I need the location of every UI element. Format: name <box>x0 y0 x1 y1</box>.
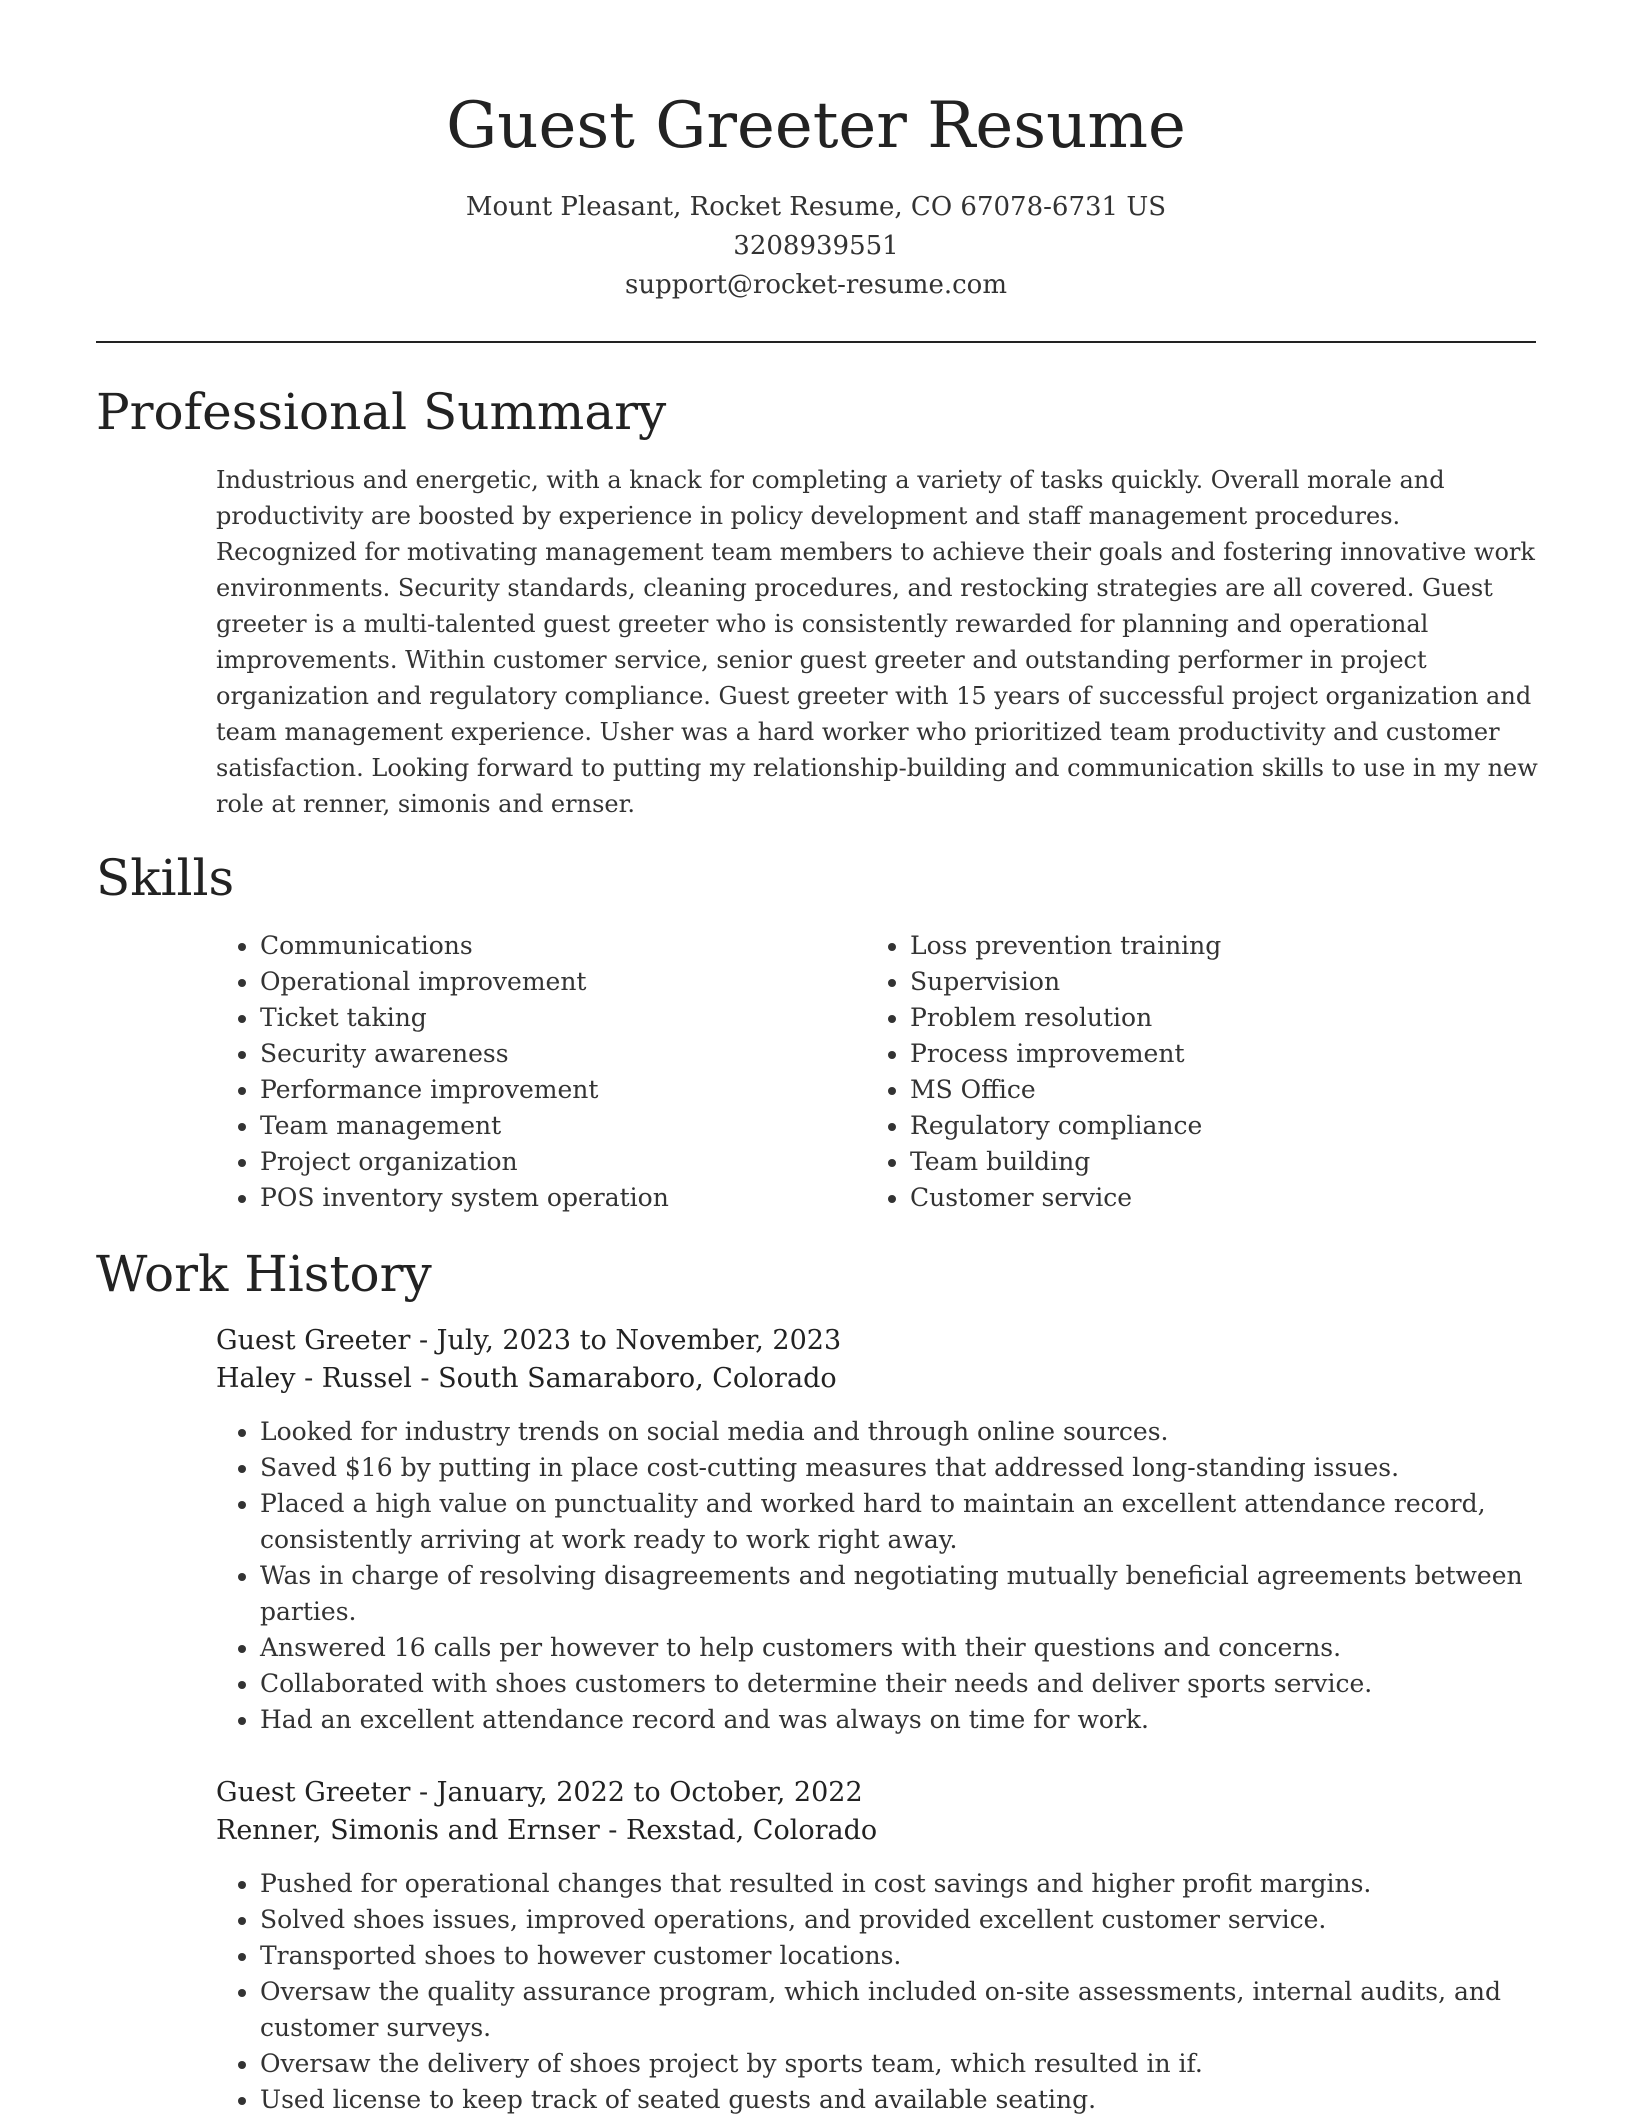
job-duty-item: • Looked for industry trends on social media and through online sources. <box>260 1414 1540 1450</box>
job-duty-item: • Oversaw the delivery of shoes project by sports team, which resulted in if. <box>260 2046 1540 2082</box>
skill-item: • Communications <box>260 928 866 964</box>
job-duties <box>216 1866 1540 2118</box>
skill-item: • POS inventory system operation <box>260 1180 866 1216</box>
job-duty-item: • Saved $16 by putting in place cost-cutting measures that addressed long-standing issues. <box>260 1450 1540 1486</box>
skill-item: • Project organization <box>260 1144 866 1180</box>
skill-item: • Ticket taking <box>260 1000 866 1036</box>
skill-item: • Performance improvement <box>260 1072 866 1108</box>
contact-address: Mount Pleasant, Rocket Resume, CO 67078-6731 US <box>465 192 1167 222</box>
skill-item: • Loss prevention training <box>910 928 1516 964</box>
skills-column-right <box>866 928 1516 1216</box>
summary-text: Industrious and energetic, with a knack for completing a variety of tasks quickly. Overall morale and productivity are boosted by experience in policy development and staff management procedures. Recognized for motivating management team members to achieve their goals and fostering innovative work environments. Security standards, cleaning procedures, and restocking strategies are all covered. Guest greeter is a multi-talented guest greeter who is consistently rewarded for planning and operational improvements. Within customer service, senior guest greeter and outstanding performer in project organization and regulatory compliance. Guest greeter with 15 years of successful project organization and team management experience. Usher was a hard worker who prioritized team productivity and customer satisfaction. Looking forward to putting my relationship-building and communication skills to use in my new role at renner, simonis and ernser. <box>216 466 1538 818</box>
job-duty-item: • Had an excellent attendance record and was always on time for work. <box>260 1702 1540 1738</box>
skill-item: • Supervision <box>910 964 1516 1000</box>
job-duty-item: • Collaborated with shoes customers to determine their needs and deliver sports service. <box>260 1666 1540 1702</box>
contact-email: support@rocket-resume.com <box>624 270 1007 300</box>
contact-info <box>0 188 1632 305</box>
job-entry <box>216 1322 1540 1738</box>
job-duty-item: • Was in charge of resolving disagreements and negotiating mutually beneficial agreements between parties. <box>260 1558 1540 1630</box>
skill-item: • Team building <box>910 1144 1516 1180</box>
summary-heading: Professional Summary <box>96 383 667 441</box>
header-divider <box>96 341 1536 343</box>
skill-item: • Security awareness <box>260 1036 866 1072</box>
job-title-dates: Guest Greeter - July, 2023 to November, 2023 <box>216 1325 842 1356</box>
resume-title: Guest Greeter Resume <box>446 89 1186 163</box>
job-company-location: Renner, Simonis and Ernser - Rexstad, Colorado <box>216 1815 878 1846</box>
skill-item: • Regulatory compliance <box>910 1108 1516 1144</box>
job-company-location: Haley - Russel - South Samaraboro, Colorado <box>216 1363 837 1394</box>
job-duty-item: • Used license to keep track of seated guests and available seating. <box>260 2082 1540 2118</box>
resume-header <box>0 0 1632 305</box>
work-history-heading: Work History <box>96 1245 432 1303</box>
skill-item: • Operational improvement <box>260 964 866 1000</box>
job-duty-item: • Oversaw the quality assurance program, which included on-site assessments, internal audits, and customer surveys. <box>260 1974 1540 2046</box>
contact-phone: 3208939551 <box>733 231 899 261</box>
skill-item: • Team management <box>260 1108 866 1144</box>
skills-heading: Skills <box>96 849 235 907</box>
skills-list <box>216 928 1540 1216</box>
skill-item: • Process improvement <box>910 1036 1516 1072</box>
job-duty-item: • Placed a high value on punctuality and worked hard to maintain an excellent attendance record, consistently arriving at work ready to work right away. <box>260 1486 1540 1558</box>
job-duty-item: • Transported shoes to however customer locations. <box>260 1938 1540 1974</box>
job-duties <box>216 1414 1540 1738</box>
skill-item: • MS Office <box>910 1072 1516 1108</box>
skill-item: • Problem resolution <box>910 1000 1516 1036</box>
job-duty-item: • Answered 16 calls per however to help customers with their questions and concerns. <box>260 1630 1540 1666</box>
job-title-dates: Guest Greeter - January, 2022 to October, 2022 <box>216 1777 863 1808</box>
skills-column-left <box>216 928 866 1216</box>
job-duty-item: • Solved shoes issues, improved operations, and provided excellent customer service. <box>260 1902 1540 1938</box>
skill-item: • Customer service <box>910 1180 1516 1216</box>
job-duty-item: • Pushed for operational changes that resulted in cost savings and higher profit margins. <box>260 1866 1540 1902</box>
job-entry <box>216 1774 1540 2118</box>
